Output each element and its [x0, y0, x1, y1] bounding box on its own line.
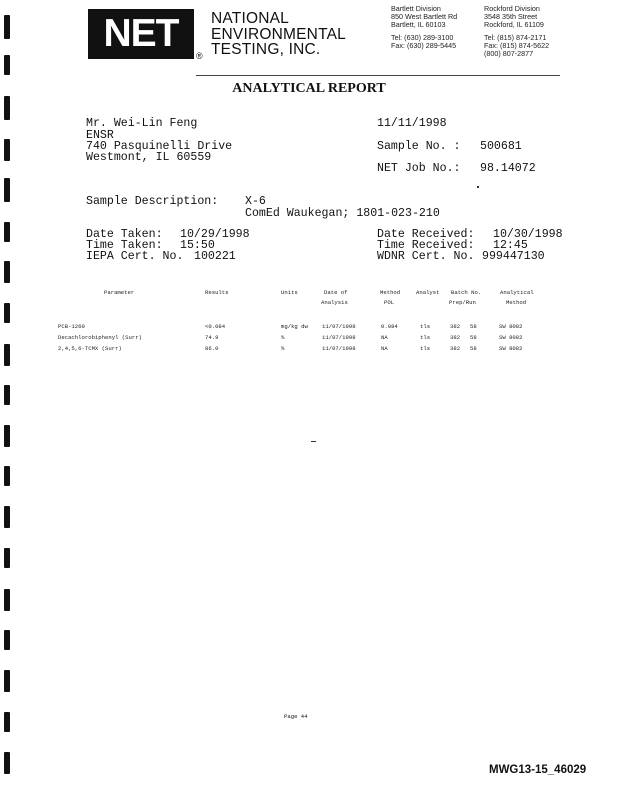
cell-units: %: [281, 345, 285, 352]
page-number: Page 44: [284, 713, 308, 720]
col-date-2: Analysis: [321, 299, 348, 306]
col-batch-1: Batch No.: [451, 289, 482, 296]
net-logo: NET: [88, 9, 194, 59]
cell-prep: 382: [450, 323, 461, 330]
cell-prep: 382: [450, 345, 461, 352]
col-batch-2: Prep/Run: [449, 299, 476, 306]
cell-pol: NA: [381, 345, 388, 352]
client-street: 740 Pasquinelli Drive: [86, 140, 233, 153]
sample-desc-line1: X-6: [245, 195, 266, 208]
cell-run: 58: [470, 345, 477, 352]
sample-no: 500681: [480, 140, 522, 153]
report-date: 11/11/1998: [377, 117, 447, 130]
col-method-1: Method: [380, 289, 401, 296]
cell-result: <0.084: [205, 323, 226, 330]
client-org: ENSR: [86, 129, 114, 142]
job-no-label: NET Job No.:: [377, 162, 461, 175]
col-units: Units: [281, 289, 298, 296]
sample-desc-label: Sample Description:: [86, 195, 219, 208]
cell-result: 86.0: [205, 345, 219, 352]
cell-run: 58: [470, 323, 477, 330]
stray-mark: [311, 441, 316, 442]
cell-date: 11/07/1998: [322, 323, 356, 330]
cell-pol: 0.084: [381, 323, 398, 330]
col-method-2: POL: [384, 299, 395, 306]
time-received: 12:45: [493, 239, 528, 252]
document-id: MWG13-15_46029: [489, 764, 587, 776]
header-rule: [196, 75, 560, 76]
cell-analyst: tls: [420, 345, 431, 352]
col-analyst: Analyst: [416, 289, 440, 296]
time-received-label: Time Received:: [377, 239, 475, 252]
cell-pol: NA: [381, 334, 388, 341]
cell-prep: 382: [450, 334, 461, 341]
col-results: Results: [205, 289, 229, 296]
cell-date: 11/07/1998: [322, 334, 356, 341]
bartlett-address: Bartlett Division 850 West Bartlett Rd Bartlett, IL 60103 Tel: (630) 289-3100 Fax: (630) 289-5445: [391, 4, 458, 50]
cell-method: SW 8082: [499, 323, 523, 330]
sample-no-label: Sample No. :: [377, 140, 461, 153]
date-taken-label: Date Taken:: [86, 228, 163, 241]
cell-method: SW 8082: [499, 345, 523, 352]
iepa-cert: 100221: [194, 250, 236, 263]
col-date-1: Date of: [324, 289, 348, 296]
cell-analyst: tls: [420, 334, 431, 341]
cell-method: SW 8082: [499, 334, 523, 341]
client-city: Westmont, IL 60559: [86, 151, 212, 164]
cell-parameter: PCB-1260: [58, 323, 85, 330]
time-taken: 15:50: [180, 239, 215, 252]
company-name: NATIONAL ENVIRONMENTAL TESTING, INC.: [211, 10, 346, 58]
cell-date: 11/07/1998: [322, 345, 356, 352]
col-analytical-1: Analytical: [500, 289, 534, 296]
wdnr-cert: 999447130: [482, 250, 545, 263]
date-received-label: Date Received:: [377, 228, 475, 241]
cell-analyst: tls: [420, 323, 431, 330]
col-analytical-2: Method: [506, 299, 527, 306]
sample-desc-line2: ComEd Waukegan; 1801-023-210: [245, 207, 440, 220]
col-parameter: Parameter: [104, 289, 135, 296]
registered-mark: ®: [196, 51, 203, 61]
cell-parameter: Decachlorobiphenyl (Surr): [58, 334, 142, 341]
iepa-label: IEPA Cert. No.: [86, 250, 184, 263]
client-name: Mr. Wei-Lin Feng: [86, 117, 198, 130]
job-no: 98.14072: [480, 162, 536, 175]
time-taken-label: Time Taken:: [86, 239, 163, 252]
wdnr-label: WDNR Cert. No.: [377, 250, 475, 263]
stray-mark: [477, 186, 479, 188]
date-taken: 10/29/1998: [180, 228, 250, 241]
report-title: ANALYTICAL REPORT: [232, 81, 386, 96]
cell-units: %: [281, 334, 285, 341]
date-received: 10/30/1998: [493, 228, 563, 241]
cell-parameter: 2,4,5,6-TCMX (Surr): [58, 345, 122, 352]
cell-result: 74.9: [205, 334, 219, 341]
rockford-address: Rockford Division 3548 35th Street Rockford, IL 61109 Tel: (815) 874-2171 Fax: (815) 874-5622 (800) 807-2877: [484, 4, 550, 58]
cell-units: mg/kg dw: [281, 323, 308, 330]
cell-run: 58: [470, 334, 477, 341]
